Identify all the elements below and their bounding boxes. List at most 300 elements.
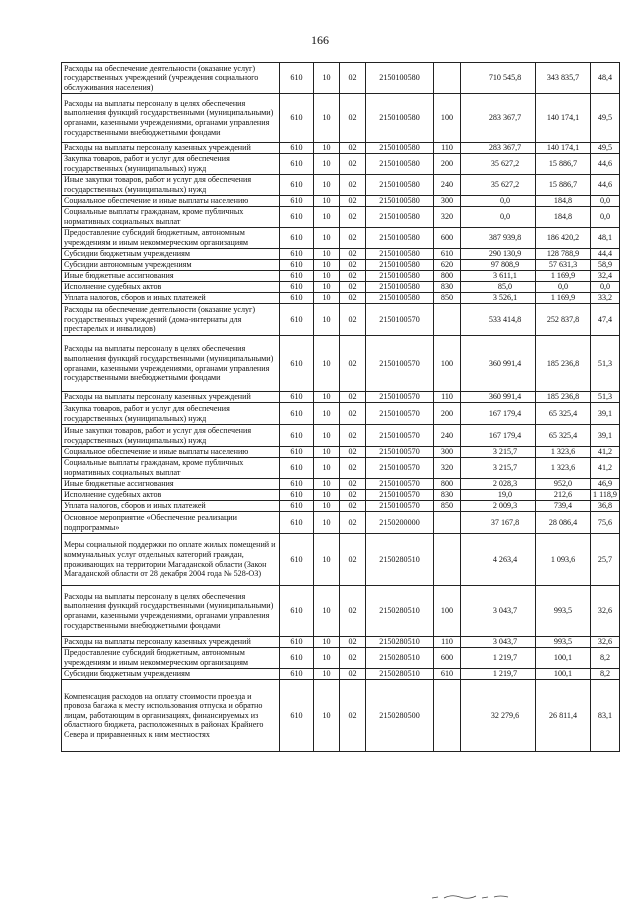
cell-target-article: 2150100580 (366, 271, 434, 282)
cell-target-article: 2150100580 (366, 293, 434, 304)
cell-target-article: 2150100570 (366, 447, 434, 458)
table-row (62, 260, 620, 271)
table-row (62, 669, 620, 680)
table-row (62, 501, 620, 512)
cell-expense-type: 240 (434, 425, 461, 447)
cell-target-article: 2150100580 (366, 143, 434, 154)
cell-planned-amount: 533 414,8 (461, 304, 536, 336)
cell-planned-amount: 283 367,7 (461, 94, 536, 143)
cell-target-article: 2150100580 (366, 63, 434, 94)
cell-section: 10 (314, 293, 340, 304)
cell-section: 10 (314, 425, 340, 447)
table-row (62, 534, 620, 586)
cell-executed-amount: 184,8 (536, 196, 591, 207)
table-row (62, 403, 620, 425)
cell-executed-amount: 15 886,7 (536, 154, 591, 175)
table-row (62, 63, 620, 94)
margin-mark (430, 891, 510, 901)
cell-section: 10 (314, 196, 340, 207)
cell-subsection: 02 (340, 249, 366, 260)
cell-target-article: 2150100570 (366, 304, 434, 336)
cell-target-article: 2150100570 (366, 490, 434, 501)
cell-execution-percent: 8,2 (591, 648, 620, 669)
cell-executed-amount: 343 835,7 (536, 63, 591, 94)
cell-subsection: 02 (340, 228, 366, 249)
cell-target-article: 2150100580 (366, 228, 434, 249)
cell-expense-type: 100 (434, 336, 461, 392)
table-row (62, 336, 620, 392)
cell-executed-amount: 252 837,8 (536, 304, 591, 336)
cell-executed-amount: 0,0 (536, 282, 591, 293)
table-row (62, 392, 620, 403)
cell-execution-percent: 32,6 (591, 637, 620, 648)
cell-planned-amount: 37 167,8 (461, 512, 536, 534)
cell-ministry-code: 610 (280, 479, 314, 490)
cell-execution-percent: 39,1 (591, 403, 620, 425)
cell-expense-type: 800 (434, 479, 461, 490)
table-row (62, 304, 620, 336)
cell-expense-type: 200 (434, 403, 461, 425)
cell-target-article: 2150100580 (366, 207, 434, 228)
cell-target-article: 2150280510 (366, 637, 434, 648)
cell-expense-type: 110 (434, 143, 461, 154)
cell-target-article: 2150100580 (366, 175, 434, 196)
cell-expense-type: 110 (434, 392, 461, 403)
table-row (62, 94, 620, 143)
cell-name: Расходы на обеспечение деятельности (оказание услуг) государственных учреждений (дома-интернаты для престарелых и инвалидов) (62, 304, 280, 336)
cell-planned-amount: 3 611,1 (461, 271, 536, 282)
cell-subsection: 02 (340, 403, 366, 425)
table-row (62, 586, 620, 637)
cell-subsection: 02 (340, 648, 366, 669)
cell-ministry-code: 610 (280, 94, 314, 143)
cell-execution-percent: 51,3 (591, 336, 620, 392)
cell-name: Уплата налогов, сборов и иных платежей (62, 293, 280, 304)
cell-execution-percent: 51,3 (591, 392, 620, 403)
table-row (62, 249, 620, 260)
cell-execution-percent: 83,1 (591, 680, 620, 752)
cell-subsection: 02 (340, 336, 366, 392)
budget-table (61, 62, 620, 752)
cell-name: Закупка товаров, работ и услуг для обеспечения государственных (муниципальных) нужд (62, 403, 280, 425)
cell-subsection: 02 (340, 479, 366, 490)
cell-ministry-code: 610 (280, 534, 314, 586)
cell-subsection: 02 (340, 154, 366, 175)
cell-subsection: 02 (340, 490, 366, 501)
cell-execution-percent: 75,6 (591, 512, 620, 534)
cell-subsection: 02 (340, 196, 366, 207)
cell-section: 10 (314, 680, 340, 752)
cell-subsection: 02 (340, 175, 366, 196)
cell-target-article: 2150100580 (366, 154, 434, 175)
cell-executed-amount: 185 236,8 (536, 336, 591, 392)
cell-section: 10 (314, 648, 340, 669)
cell-subsection: 02 (340, 392, 366, 403)
cell-section: 10 (314, 271, 340, 282)
cell-subsection: 02 (340, 512, 366, 534)
cell-target-article: 2150100580 (366, 282, 434, 293)
cell-name: Уплата налогов, сборов и иных платежей (62, 501, 280, 512)
cell-subsection: 02 (340, 63, 366, 94)
cell-executed-amount: 28 086,4 (536, 512, 591, 534)
cell-name: Иные бюджетные ассигнования (62, 479, 280, 490)
cell-planned-amount: 0,0 (461, 207, 536, 228)
cell-expense-type: 240 (434, 175, 461, 196)
cell-target-article: 2150200000 (366, 512, 434, 534)
cell-expense-type: 100 (434, 586, 461, 637)
cell-execution-percent: 25,7 (591, 534, 620, 586)
cell-planned-amount: 3 215,7 (461, 447, 536, 458)
cell-planned-amount: 19,0 (461, 490, 536, 501)
cell-name: Социальные выплаты гражданам, кроме публичных нормативных социальных выплат (62, 458, 280, 479)
cell-execution-percent: 44,6 (591, 154, 620, 175)
cell-section: 10 (314, 586, 340, 637)
cell-section: 10 (314, 403, 340, 425)
cell-name: Расходы на обеспечение деятельности (оказание услуг) государственных учреждений (учреждения социального обслуживания населения) (62, 63, 280, 94)
cell-planned-amount: 35 627,2 (461, 154, 536, 175)
cell-planned-amount: 283 367,7 (461, 143, 536, 154)
cell-execution-percent: 49,5 (591, 143, 620, 154)
cell-execution-percent: 1 118,9 (591, 490, 620, 501)
cell-planned-amount: 3 526,1 (461, 293, 536, 304)
cell-subsection: 02 (340, 586, 366, 637)
cell-planned-amount: 2 028,3 (461, 479, 536, 490)
cell-executed-amount: 185 236,8 (536, 392, 591, 403)
cell-name: Расходы на выплаты персоналу казенных учреждений (62, 392, 280, 403)
cell-planned-amount: 167 179,4 (461, 403, 536, 425)
cell-planned-amount: 35 627,2 (461, 175, 536, 196)
cell-executed-amount: 1 323,6 (536, 458, 591, 479)
cell-subsection: 02 (340, 447, 366, 458)
cell-planned-amount: 360 991,4 (461, 336, 536, 392)
cell-name: Иные бюджетные ассигнования (62, 271, 280, 282)
cell-name: Социальные выплаты гражданам, кроме публичных нормативных социальных выплат (62, 207, 280, 228)
cell-executed-amount: 140 174,1 (536, 94, 591, 143)
cell-planned-amount: 4 263,4 (461, 534, 536, 586)
cell-subsection: 02 (340, 637, 366, 648)
cell-expense-type: 100 (434, 94, 461, 143)
cell-section: 10 (314, 447, 340, 458)
cell-subsection: 02 (340, 271, 366, 282)
cell-ministry-code: 610 (280, 143, 314, 154)
table-row (62, 458, 620, 479)
cell-target-article: 2150100570 (366, 403, 434, 425)
cell-expense-type: 830 (434, 490, 461, 501)
cell-name: Социальное обеспечение и иные выплаты населению (62, 196, 280, 207)
cell-expense-type: 320 (434, 458, 461, 479)
cell-executed-amount: 128 788,9 (536, 249, 591, 260)
cell-expense-type: 300 (434, 447, 461, 458)
cell-target-article: 2150280510 (366, 534, 434, 586)
cell-ministry-code: 610 (280, 637, 314, 648)
cell-executed-amount: 57 631,3 (536, 260, 591, 271)
cell-subsection: 02 (340, 680, 366, 752)
table-body (62, 63, 620, 752)
cell-expense-type: 610 (434, 669, 461, 680)
page-number: 166 (311, 33, 329, 47)
cell-name: Исполнение судебных актов (62, 490, 280, 501)
cell-section: 10 (314, 228, 340, 249)
cell-expense-type: 620 (434, 260, 461, 271)
cell-subsection: 02 (340, 534, 366, 586)
cell-ministry-code: 610 (280, 293, 314, 304)
cell-section: 10 (314, 249, 340, 260)
cell-section: 10 (314, 260, 340, 271)
cell-target-article: 2150100580 (366, 94, 434, 143)
cell-ministry-code: 610 (280, 458, 314, 479)
cell-ministry-code: 610 (280, 63, 314, 94)
cell-ministry-code: 610 (280, 175, 314, 196)
cell-target-article: 2150100570 (366, 392, 434, 403)
cell-ministry-code: 610 (280, 282, 314, 293)
cell-name: Основное мероприятие «Обеспечение реализации подпрограммы» (62, 512, 280, 534)
cell-target-article: 2150100570 (366, 501, 434, 512)
cell-expense-type: 300 (434, 196, 461, 207)
cell-ministry-code: 610 (280, 669, 314, 680)
cell-section: 10 (314, 336, 340, 392)
cell-execution-percent: 41,2 (591, 458, 620, 479)
cell-target-article: 2150280500 (366, 680, 434, 752)
cell-target-article: 2150100570 (366, 479, 434, 490)
cell-execution-percent: 39,1 (591, 425, 620, 447)
cell-subsection: 02 (340, 143, 366, 154)
cell-target-article: 2150280510 (366, 669, 434, 680)
cell-section: 10 (314, 637, 340, 648)
table-row (62, 228, 620, 249)
table-row (62, 637, 620, 648)
cell-planned-amount: 167 179,4 (461, 425, 536, 447)
cell-execution-percent: 0,0 (591, 282, 620, 293)
cell-expense-type: 320 (434, 207, 461, 228)
cell-ministry-code: 610 (280, 403, 314, 425)
cell-executed-amount: 65 325,4 (536, 403, 591, 425)
cell-execution-percent: 0,0 (591, 207, 620, 228)
cell-execution-percent: 8,2 (591, 669, 620, 680)
cell-executed-amount: 1 169,9 (536, 271, 591, 282)
cell-planned-amount: 2 009,3 (461, 501, 536, 512)
cell-execution-percent: 46,9 (591, 479, 620, 490)
cell-target-article: 2150100570 (366, 458, 434, 479)
cell-name: Субсидии автономным учреждениям (62, 260, 280, 271)
cell-section: 10 (314, 143, 340, 154)
cell-expense-type: 850 (434, 501, 461, 512)
cell-planned-amount: 290 130,9 (461, 249, 536, 260)
cell-execution-percent: 44,4 (591, 249, 620, 260)
cell-name: Субсидии бюджетным учреждениям (62, 669, 280, 680)
cell-expense-type: 850 (434, 293, 461, 304)
table-row (62, 490, 620, 501)
table-row (62, 143, 620, 154)
cell-planned-amount: 0,0 (461, 196, 536, 207)
cell-executed-amount: 140 174,1 (536, 143, 591, 154)
cell-subsection: 02 (340, 94, 366, 143)
cell-expense-type (434, 534, 461, 586)
cell-section: 10 (314, 63, 340, 94)
table-row (62, 293, 620, 304)
cell-section: 10 (314, 458, 340, 479)
table-row (62, 282, 620, 293)
table-row (62, 154, 620, 175)
cell-execution-percent: 36,8 (591, 501, 620, 512)
cell-name: Расходы на выплаты персоналу в целях обеспечения выполнения функций государственными (муниципальными) органами, казенными учреждениями, органами управления государственными внебюджетными фондами (62, 94, 280, 143)
cell-execution-percent: 41,2 (591, 447, 620, 458)
cell-target-article: 2150280510 (366, 586, 434, 637)
table-row (62, 479, 620, 490)
cell-name: Расходы на выплаты персоналу казенных учреждений (62, 637, 280, 648)
cell-name: Закупка товаров, работ и услуг для обеспечения государственных (муниципальных) нужд (62, 154, 280, 175)
cell-name: Иные закупки товаров, работ и услуг для обеспечения государственных (муниципальных) нужд (62, 425, 280, 447)
cell-name: Исполнение судебных актов (62, 282, 280, 293)
cell-execution-percent: 44,6 (591, 175, 620, 196)
cell-ministry-code: 610 (280, 260, 314, 271)
cell-expense-type (434, 304, 461, 336)
cell-name: Компенсация расходов на оплату стоимости проезда и провоза багажа к месту использования отпуска и обратно лицам, работающим в организациях, финансируемых из областного бюджета, расположенных в районах Крайнего Севера и приравненных к ним местностях (62, 680, 280, 752)
cell-ministry-code: 610 (280, 586, 314, 637)
cell-ministry-code: 610 (280, 680, 314, 752)
table-row (62, 512, 620, 534)
cell-target-article: 2150100580 (366, 196, 434, 207)
cell-expense-type: 600 (434, 648, 461, 669)
cell-target-article: 2150100570 (366, 425, 434, 447)
cell-name: Субсидии бюджетным учреждениям (62, 249, 280, 260)
cell-expense-type (434, 680, 461, 752)
cell-ministry-code: 610 (280, 392, 314, 403)
cell-name: Социальное обеспечение и иные выплаты населению (62, 447, 280, 458)
cell-subsection: 02 (340, 501, 366, 512)
cell-expense-type (434, 512, 461, 534)
cell-subsection: 02 (340, 207, 366, 228)
cell-section: 10 (314, 490, 340, 501)
cell-section: 10 (314, 94, 340, 143)
cell-execution-percent: 49,5 (591, 94, 620, 143)
cell-executed-amount: 1 323,6 (536, 447, 591, 458)
cell-section: 10 (314, 512, 340, 534)
cell-execution-percent: 32,4 (591, 271, 620, 282)
cell-name: Расходы на выплаты персоналу в целях обеспечения выполнения функций государственными (муниципальными) органами, казенными учреждениями, органами управления государственными внебюджетными фондами (62, 336, 280, 392)
cell-name: Иные закупки товаров, работ и услуг для обеспечения государственных (муниципальных) нужд (62, 175, 280, 196)
cell-expense-type: 610 (434, 249, 461, 260)
cell-planned-amount: 710 545,8 (461, 63, 536, 94)
table-row (62, 425, 620, 447)
cell-execution-percent: 58,9 (591, 260, 620, 271)
cell-name: Предоставление субсидий бюджетным, автономным учреждениям и иным некоммерческим организациям (62, 228, 280, 249)
cell-subsection: 02 (340, 425, 366, 447)
cell-section: 10 (314, 534, 340, 586)
cell-executed-amount: 1 169,9 (536, 293, 591, 304)
cell-subsection: 02 (340, 458, 366, 479)
table-row (62, 196, 620, 207)
cell-executed-amount: 100,1 (536, 669, 591, 680)
cell-expense-type (434, 63, 461, 94)
cell-executed-amount: 212,6 (536, 490, 591, 501)
cell-execution-percent: 32,6 (591, 586, 620, 637)
cell-executed-amount: 739,4 (536, 501, 591, 512)
cell-planned-amount: 3 043,7 (461, 586, 536, 637)
cell-section: 10 (314, 479, 340, 490)
cell-executed-amount: 952,0 (536, 479, 591, 490)
cell-ministry-code: 610 (280, 512, 314, 534)
cell-section: 10 (314, 501, 340, 512)
cell-planned-amount: 97 808,9 (461, 260, 536, 271)
cell-execution-percent: 0,0 (591, 196, 620, 207)
cell-ministry-code: 610 (280, 154, 314, 175)
cell-planned-amount: 32 279,6 (461, 680, 536, 752)
cell-expense-type: 800 (434, 271, 461, 282)
cell-target-article: 2150280510 (366, 648, 434, 669)
cell-executed-amount: 993,5 (536, 586, 591, 637)
cell-ministry-code: 610 (280, 425, 314, 447)
cell-ministry-code: 610 (280, 447, 314, 458)
cell-executed-amount: 184,8 (536, 207, 591, 228)
cell-executed-amount: 100,1 (536, 648, 591, 669)
cell-executed-amount: 993,5 (536, 637, 591, 648)
cell-expense-type: 200 (434, 154, 461, 175)
cell-execution-percent: 48,4 (591, 63, 620, 94)
cell-execution-percent: 48,1 (591, 228, 620, 249)
cell-ministry-code: 610 (280, 501, 314, 512)
table-row (62, 648, 620, 669)
cell-section: 10 (314, 175, 340, 196)
cell-executed-amount: 1 093,6 (536, 534, 591, 586)
cell-execution-percent: 47,4 (591, 304, 620, 336)
cell-subsection: 02 (340, 282, 366, 293)
cell-section: 10 (314, 669, 340, 680)
cell-execution-percent: 33,2 (591, 293, 620, 304)
cell-ministry-code: 610 (280, 304, 314, 336)
cell-executed-amount: 15 886,7 (536, 175, 591, 196)
cell-ministry-code: 610 (280, 228, 314, 249)
cell-expense-type: 110 (434, 637, 461, 648)
cell-planned-amount: 3 215,7 (461, 458, 536, 479)
cell-name: Предоставление субсидий бюджетным, автономным учреждениям и иным некоммерческим организациям (62, 648, 280, 669)
table-row (62, 271, 620, 282)
cell-section: 10 (314, 282, 340, 293)
cell-ministry-code: 610 (280, 207, 314, 228)
cell-subsection: 02 (340, 669, 366, 680)
cell-expense-type: 600 (434, 228, 461, 249)
table-row (62, 175, 620, 196)
cell-section: 10 (314, 392, 340, 403)
cell-ministry-code: 610 (280, 249, 314, 260)
cell-subsection: 02 (340, 260, 366, 271)
cell-name: Расходы на выплаты персоналу в целях обеспечения выполнения функций государственными (муниципальными) органами, казенными учреждениями, органами управления государственными внебюджетными фондами (62, 586, 280, 637)
cell-ministry-code: 610 (280, 648, 314, 669)
cell-executed-amount: 65 325,4 (536, 425, 591, 447)
cell-executed-amount: 186 420,2 (536, 228, 591, 249)
cell-section: 10 (314, 304, 340, 336)
cell-name: Расходы на выплаты персоналу казенных учреждений (62, 143, 280, 154)
cell-ministry-code: 610 (280, 196, 314, 207)
cell-target-article: 2150100580 (366, 260, 434, 271)
cell-planned-amount: 85,0 (461, 282, 536, 293)
cell-target-article: 2150100580 (366, 249, 434, 260)
cell-planned-amount: 1 219,7 (461, 648, 536, 669)
cell-planned-amount: 3 043,7 (461, 637, 536, 648)
cell-planned-amount: 387 939,8 (461, 228, 536, 249)
cell-ministry-code: 610 (280, 490, 314, 501)
cell-target-article: 2150100570 (366, 336, 434, 392)
cell-subsection: 02 (340, 304, 366, 336)
table-row (62, 207, 620, 228)
cell-section: 10 (314, 154, 340, 175)
cell-executed-amount: 26 811,4 (536, 680, 591, 752)
cell-expense-type: 830 (434, 282, 461, 293)
table-row (62, 680, 620, 752)
cell-ministry-code: 610 (280, 271, 314, 282)
cell-ministry-code: 610 (280, 336, 314, 392)
cell-subsection: 02 (340, 293, 366, 304)
table-row (62, 447, 620, 458)
